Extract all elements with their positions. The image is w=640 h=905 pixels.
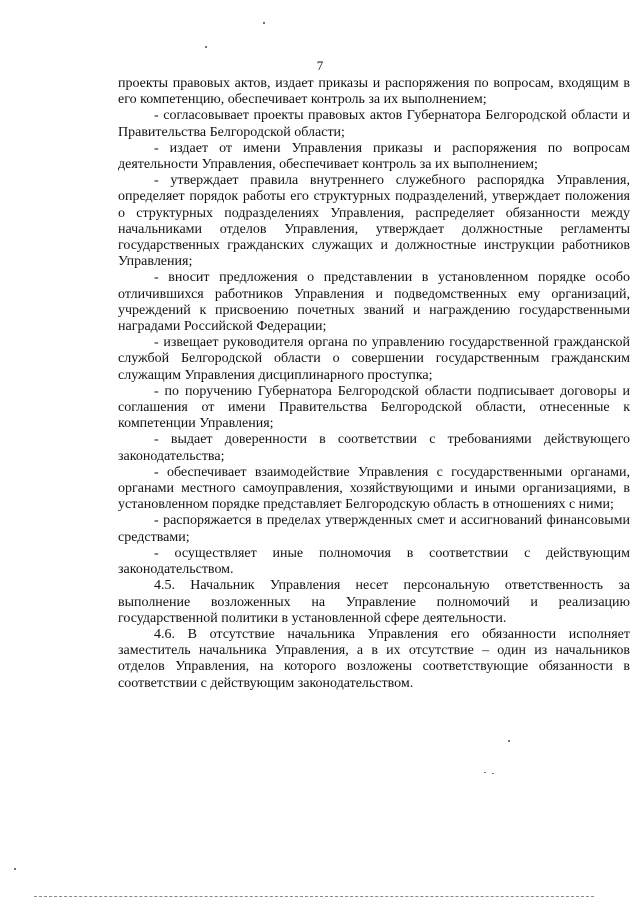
scan-speck xyxy=(263,22,265,24)
scan-speck xyxy=(508,740,510,742)
scan-edge-line xyxy=(34,896,594,897)
paragraph-list-item: - распоряжается в пределах утвержденных смет и ассигнований финансовыми средствами; xyxy=(118,513,630,545)
scan-speck xyxy=(484,772,486,773)
paragraph-list-item: - обеспечивает взаимодействие Управления с государственными органами, органами местного самоуправления, хозяйствующими и иными организациями, в установленном порядке представляет Белгородскую область в отношениях с ними; xyxy=(118,464,630,513)
scan-speck xyxy=(205,46,207,48)
paragraph-list-item: - утверждает правила внутреннего служебного распорядка Управления, определяет порядок работы его структурных подразделений, утверждает положения о структурных подразделениях Управления, распределяет обязанности между начальниками отделов Управления, утверждает должностные регламенты государственных гражданских служащих и должностные инструкции работников Управления; xyxy=(118,173,630,270)
paragraph-list-item: - согласовывает проекты правовых актов Губернатора Белгородской области и Правительства Белгородской области; xyxy=(118,108,630,140)
scan-speck xyxy=(14,868,16,870)
scan-speck xyxy=(492,773,494,774)
paragraph-list-item: - вносит предложения о представлении в установленном порядке особо отличившихся работников Управления и подведомственных ему организаций, учреждений к присвоению почетных званий и награждению государственными наградами Российской Федерации; xyxy=(118,270,630,335)
paragraph-continuation: проекты правовых актов, издает приказы и распоряжения по вопросам, входящим в его компетенцию, обеспечивает контроль за их выполнением; xyxy=(118,76,630,108)
paragraph-section-4-6: 4.6. В отсутствие начальника Управления его обязанности исполняет заместитель начальника Управления, а в их отсутствие – один из начальников отделов Управления, на которого возложены соответствующие обязанности в соответствии с действующим законодательством. xyxy=(118,626,630,691)
paragraph-list-item: - извещает руководителя органа по управлению государственной гражданской службой Белгородской области о совершении государственным гражданским служащим Управления дисциплинарного проступка; xyxy=(118,335,630,383)
paragraph-section-4-5: 4.5. Начальник Управления несет персональную ответственность за выполнение возложенных на Управление полномочий и реализацию государственной политики в установленной сфере деятельности. xyxy=(118,578,630,626)
paragraph-list-item: - выдает доверенности в соответствии с требованиями действующего законодательства; xyxy=(118,432,630,464)
document-body xyxy=(118,76,630,692)
paragraph-list-item: - по поручению Губернатора Белгородской области подписывает договоры и соглашения от имени Правительства Белгородской области, отнесенные к компетенции Управления; xyxy=(118,383,630,432)
page-number: 7 xyxy=(316,58,324,73)
paragraph-list-item: - издает от имени Управления приказы и распоряжения по вопросам деятельности Управления, обеспечивает контроль за их выполнением; xyxy=(118,140,630,173)
paragraph-list-item: - осуществляет иные полномочия в соответствии с действующим законодательством. xyxy=(118,545,630,578)
